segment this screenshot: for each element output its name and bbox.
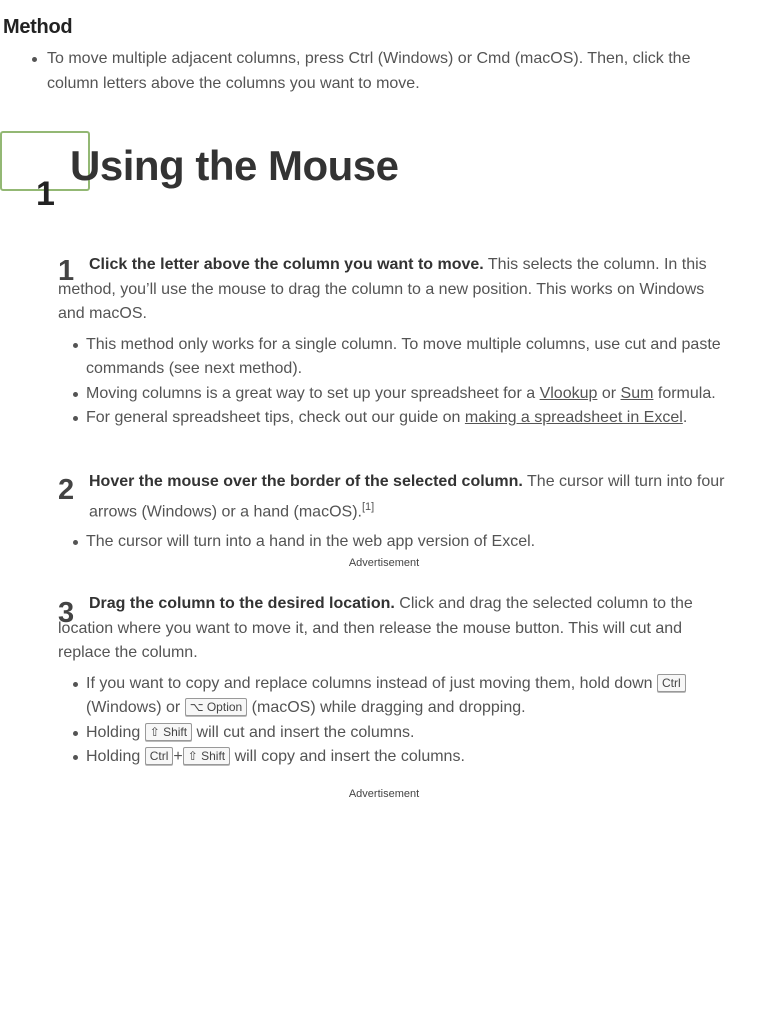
list-item-text: (Windows) or xyxy=(86,699,185,716)
step-text xyxy=(58,470,728,524)
step-3-bullets xyxy=(58,672,728,770)
step-body: The cursor will turn into four arrows (Windows) or a hand (macOS). xyxy=(89,473,725,520)
step-3 xyxy=(58,592,728,770)
step-bold: Click the letter above the column you want to move. xyxy=(89,256,484,273)
list-item xyxy=(58,745,728,770)
advertisement-label: Advertisement xyxy=(348,557,420,569)
plus-sign: + xyxy=(173,748,183,765)
intro-bullet: To move multiple adjacent columns, press Ctrl (Windows) or Cmd (macOS). Then, click the column letters above the columns you want to move. xyxy=(28,47,728,96)
list-item-text: For general spreadsheet tips, check out our guide on xyxy=(86,409,465,426)
step-number: 2 xyxy=(58,474,75,506)
ctrl-key: Ctrl xyxy=(145,747,174,765)
list-item-text: Moving columns is a great way to set up your spreadsheet for a xyxy=(86,384,540,402)
list-item-text: will cut and insert the columns. xyxy=(192,723,415,741)
list-item-text: (macOS) while dragging and dropping. xyxy=(247,699,526,716)
list-item-text: Holding xyxy=(86,723,145,741)
method-label: Method xyxy=(3,16,73,38)
step-body: This selects the column. In this method, you’ll use the mouse to drag the column to a new position. This works on Windows and macOS. xyxy=(58,256,707,322)
list-item-text: formula. xyxy=(653,384,716,402)
reference-link[interactable]: [1] xyxy=(361,500,375,513)
list-item-text: will copy and insert the columns. xyxy=(230,748,465,765)
step-1 xyxy=(58,253,728,431)
step-text xyxy=(58,253,728,327)
step-number: 1 xyxy=(58,255,75,287)
method-number: 1 xyxy=(36,175,55,213)
vlookup-link[interactable]: Vlookup xyxy=(539,384,598,402)
list-item: The cursor will turn into a hand in the web app version of Excel. xyxy=(58,530,728,555)
list-item-text: or xyxy=(597,384,621,402)
step-number: 3 xyxy=(58,597,75,629)
step-bold: Drag the column to the desired location. xyxy=(89,595,395,612)
list-item-text: Holding xyxy=(86,748,145,765)
list-item: This method only works for a single column. To move multiple columns, use cut and paste commands (see next method). xyxy=(58,333,728,382)
intro-bullet-list xyxy=(28,47,728,96)
list-item xyxy=(58,672,728,721)
list-item xyxy=(58,406,728,431)
list-item xyxy=(58,721,728,746)
step-2 xyxy=(58,470,728,555)
step-body: Click and drag the selected column to the location where you want to move it, and then release the mouse button. This will cut and replace the column. xyxy=(58,595,693,661)
option-key: ⌥ Option xyxy=(185,698,248,716)
making-spreadsheet-link[interactable]: making a spreadsheet in Excel xyxy=(464,409,683,426)
step-bold: Hover the mouse over the border of the selected column. xyxy=(89,473,523,490)
advertisement-label: Advertisement xyxy=(348,788,420,800)
list-item-text: . xyxy=(682,409,688,426)
shift-key: ⇧ Shift xyxy=(183,747,230,765)
method-title: Using the Mouse xyxy=(70,142,399,189)
step-text xyxy=(58,592,728,666)
step-2-bullets xyxy=(58,530,728,555)
list-item xyxy=(58,382,728,407)
sum-link[interactable]: Sum xyxy=(620,384,654,402)
shift-key: ⇧ Shift xyxy=(145,723,192,741)
list-item-text: If you want to copy and replace columns instead of just moving them, hold down xyxy=(86,674,657,692)
ctrl-key: Ctrl xyxy=(657,674,686,692)
step-1-bullets xyxy=(58,333,728,431)
